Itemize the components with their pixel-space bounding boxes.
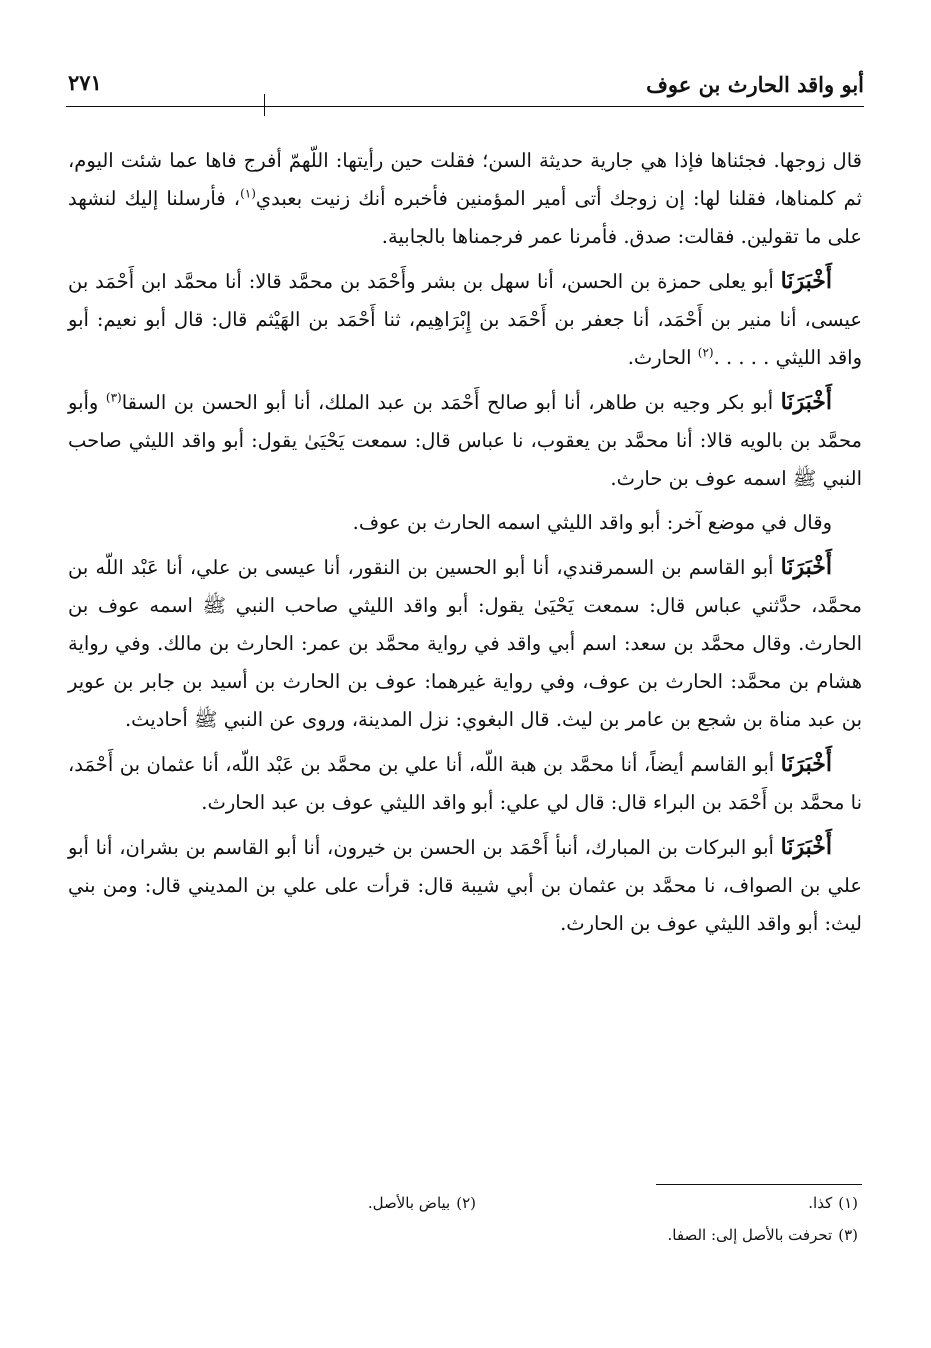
page-body [68,142,862,949]
page-number: ٢٧١ [68,70,102,95]
paragraph-7 [68,828,862,943]
footnote-number: (١) [838,1194,858,1212]
footnote-text: بياض بالأصل. [367,1194,451,1212]
paragraph-1 [68,142,862,256]
paragraph-3 [68,383,862,498]
footnote-2 [368,1194,476,1212]
running-title: أبو واقد الحارث بن عوف [646,72,864,97]
paragraph-text: أبو بكر وجيه بن طاهر، أنا أبو صالح أَحْمَد بن عبد الملك، أنا أبو الحسن بن السقا [121,391,781,414]
footnote-ref: (٣) [105,390,122,405]
paragraph-text: أبو القاسم بن السمرقندي، أنا أبو الحسين بن النقور، أنا عيسى بن علي، أنا عَبْد اللّه بن محمَّد، حدَّثني عباس قال: سمعت يَحْيَىٰ يقول: أبو واقد الليثي صاحب النبي ﷺ اسمه عوف بن الحارث. وقال محمَّد بن سعد: اسم أبي واقد في رواية محمَّد بن عمر: الحارث بن مالك. وفي رواية هشام بن محمَّد: الحارث بن عوف، وفي رواية غيرهما: عوف بن الحارث بن أسيد بن جابر بن عوير بن عبد مناة بن شجع بن عامر بن ليث. قال البغوي: نزل المدينة، وروى عن النبي ﷺ أحاديث. [68,556,862,731]
paragraph-text: أبو القاسم أيضاً، أنا محمَّد بن هبة اللّه، أنا علي بن محمَّد بن عَبْد اللّه، أنا عثمان بن أَحْمَد، نا محمَّد بن أَحْمَد بن البراء قال: قال لي علي: أبو واقد الليثي عوف بن عبد الحارث. [68,753,862,814]
footnotes [68,1188,862,1252]
paragraph-text: قال زوجها. فجئناها فإذا هي جارية حديثة السن؛ فقلت حين رأيتها: اللّهمّ أفرج فاها عما شئت اليوم، ثم كلمناها، فقلنا لها: إن زوجك أتى أمير المؤمنين فأخبره أنك زنيت بعبدي [68,149,862,210]
footnote-number: (٣) [838,1226,858,1244]
footnote-row-1 [68,1188,862,1220]
footnote-row-2 [68,1220,862,1252]
footnote-text: تحرفت بالأصل إلى: الصفا. [667,1226,833,1244]
header-tick-mark [264,94,265,116]
footnote-rule [656,1184,862,1185]
lead-word: أَخْبَرَنَا [780,834,832,860]
footnote-ref: (٢) [697,345,714,360]
paragraph-text-after: ، فأرسلنا إليك لنشهد على ما تقولين. فقالت: صدق. فأمرنا عمر فرجمناها بالجابية. [68,187,862,248]
footnote-ref: (١) [240,186,256,201]
paragraph-2 [68,262,862,377]
paragraph-text: وقال في موضع آخر: أبو واقد الليثي اسمه الحارث بن عوف. [352,511,832,534]
footnote-number: (٢) [456,1194,476,1212]
paragraph-6 [68,745,862,822]
lead-word: أَخْبَرَنَا [780,554,832,580]
paragraph-text-after: الحارث. [627,346,698,369]
lead-word: أَخْبَرَنَا [780,389,832,415]
paragraph-4 [68,504,862,542]
lead-word: أَخْبَرَنَا [780,751,832,777]
footnote-1 [808,1194,858,1212]
footnote-3 [668,1226,858,1244]
lead-word: أَخْبَرَنَا [780,268,832,294]
paragraph-text: أبو البركات بن المبارك، أنبأ أَحْمَد بن الحسن بن خيرون، أنا أبو القاسم بن بشران، أنا أبو علي بن الصواف، نا محمَّد بن عثمان بن أبي شيبة قال: قرأت على علي بن المديني قال: ومن بني ليث: أبو واقد الليثي عوف بن الحارث. [68,836,862,935]
footnote-text: كذا. [808,1194,833,1212]
paragraph-text-after: وأبو محمَّد بن بالويه قالا: أنا محمَّد بن يعقوب، نا عباس قال: سمعت يَحْيَىٰ يقول: أبو واقد الليثي صاحب النبي ﷺ اسمه عوف بن حارث. [68,391,862,490]
paragraph-text: أبو يعلى حمزة بن الحسن، أنا سهل بن بشر وأَحْمَد بن محمَّد قالا: أنا محمَّد ابن أَحْمَد بن عيسى، أنا منير بن أَحْمَد، أنا جعفر بن أَحْمَد بن إِبْرَاهِيم، ثنا أَحْمَد بن الهَيْثم قال: قال أبو نعيم: أبو واقد الليثي . . . . . [68,270,862,369]
page-header [66,66,864,107]
paragraph-5 [68,548,862,739]
